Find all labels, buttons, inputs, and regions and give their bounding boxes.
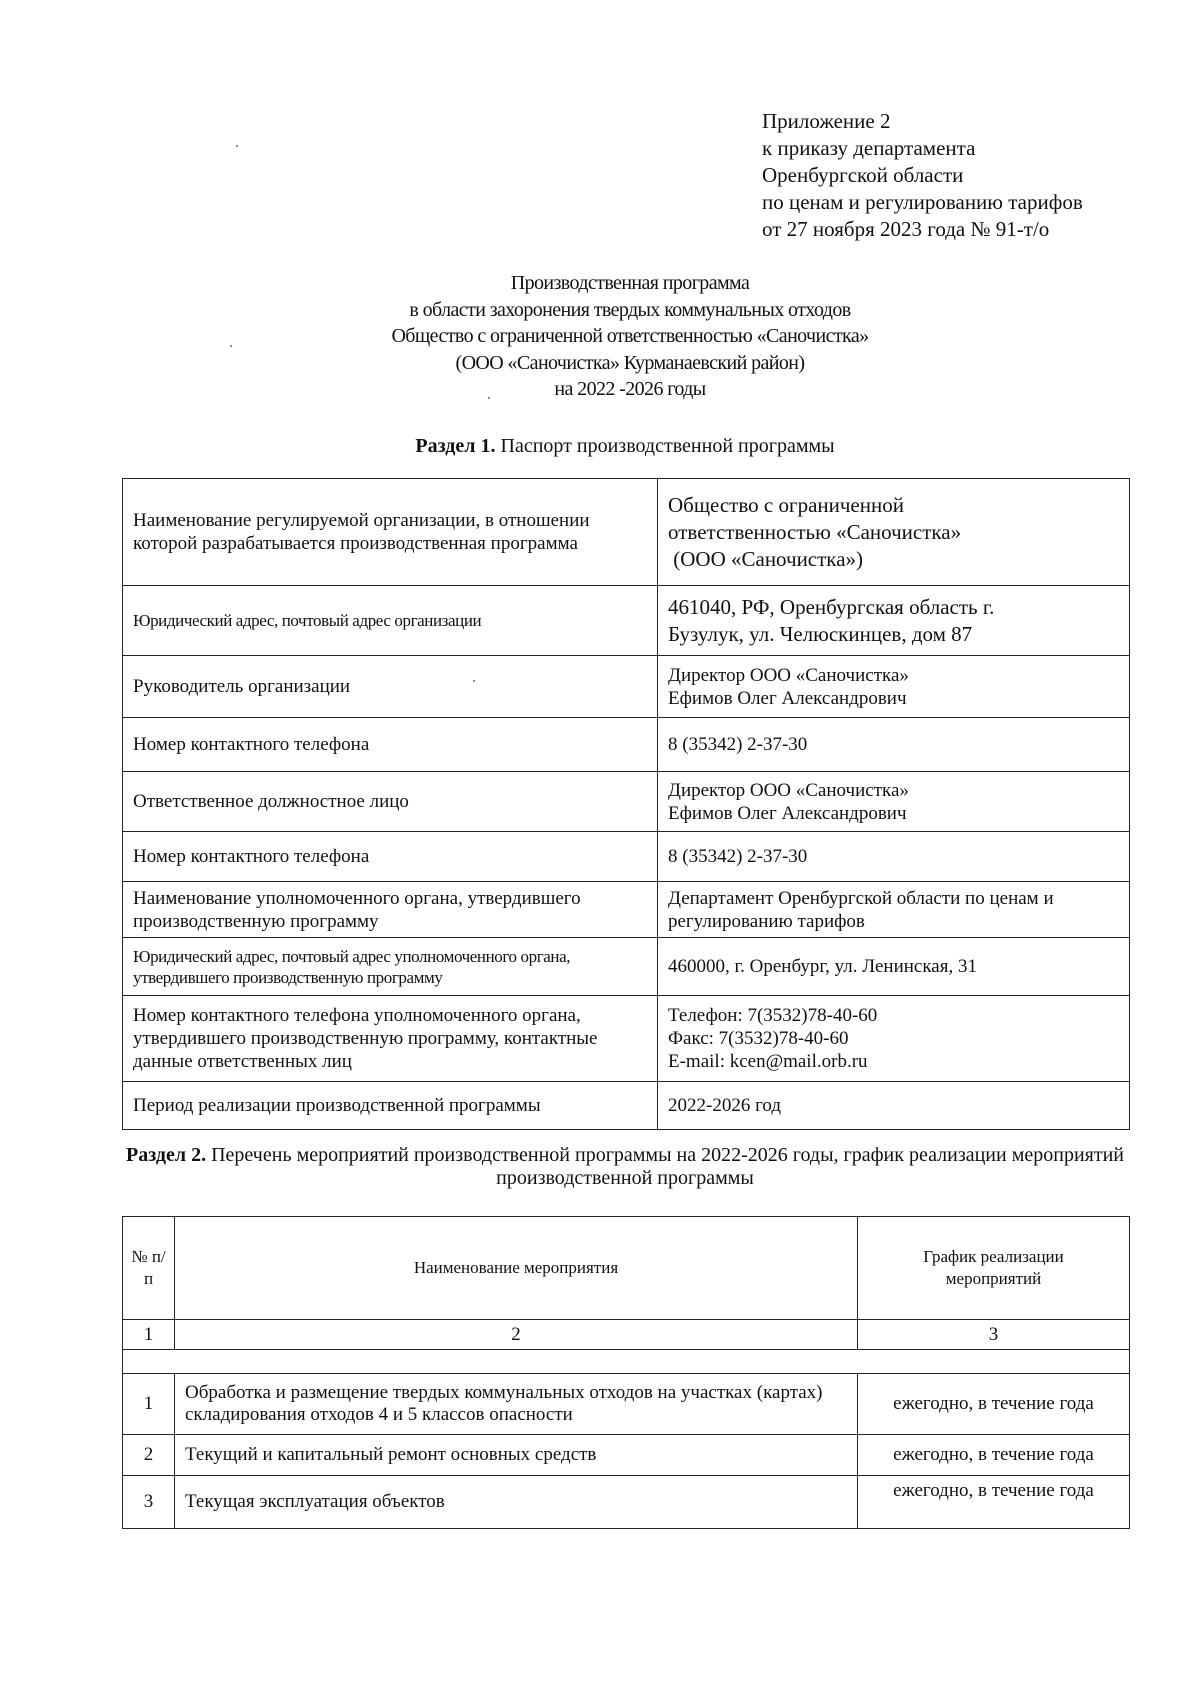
section1-heading — [120, 435, 1130, 458]
passport-field-value — [658, 586, 1130, 656]
events-table — [122, 1216, 1130, 1529]
value-line: Общество с ограниченной — [668, 492, 904, 517]
section2-title: Перечень мероприятий производственной программы на 2022-2026 годы, график реализации мероприятий производственной программы — [206, 1144, 1124, 1189]
header-num: № п/п — [123, 1217, 175, 1320]
passport-field-name: Номер контактного телефона — [123, 718, 658, 772]
annex-line: Приложение 2 — [762, 109, 891, 133]
annex-block — [762, 108, 1083, 243]
value-line: Факс: 7(3532)78-40-60 — [668, 1028, 849, 1049]
scan-speck — [236, 145, 238, 147]
field-name-text: Номер контактного телефона уполномоченного органа, утвердившего производственную программу, контактные данные ответственных лиц — [133, 1005, 598, 1072]
column-numbers-row — [123, 1320, 1130, 1350]
value-line: регулированию тарифов — [668, 910, 865, 932]
table-row — [123, 1374, 1130, 1435]
value-line: (ООО «Саночистка») — [668, 546, 864, 571]
passport-field-name: Наименование уполномоченного органа, утвердившего производственную программу — [123, 882, 658, 938]
header-name: Наименование мероприятия — [175, 1217, 858, 1320]
row-number: 2 — [123, 1435, 175, 1476]
passport-field-value — [658, 996, 1130, 1082]
scan-speck — [473, 680, 475, 682]
program-title — [0, 270, 1200, 403]
table-row — [123, 479, 1130, 586]
passport-field-name — [123, 996, 658, 1082]
program-title-line: в области захоронения твердых коммунальных отходов — [409, 298, 851, 321]
table-row — [123, 656, 1130, 718]
passport-field-value — [658, 656, 1130, 718]
spacer-row — [123, 1350, 1130, 1374]
value-line: 8 (35342) 2-37-30 — [668, 734, 808, 755]
annex-line: к приказу департамента — [762, 136, 976, 160]
section2-label: Раздел 2. — [126, 1144, 207, 1166]
value-line: E-mail: kcen@mail.orb.ru — [668, 1051, 868, 1072]
annex-line: от 27 ноября 2023 года № 91-т/о — [762, 217, 1050, 241]
event-name: Текущий и капитальный ремонт основных средств — [175, 1435, 858, 1476]
table-row — [123, 772, 1130, 832]
passport-field-name: Руководитель организации — [123, 656, 658, 718]
column-number: 2 — [175, 1320, 858, 1350]
event-schedule: ежегодно, в течение года — [858, 1476, 1130, 1529]
passport-field-value — [658, 832, 1130, 882]
value-line: ответственностью «Саночистка» — [668, 519, 962, 544]
program-title-line: Производственная программа — [510, 272, 750, 294]
passport-field-value — [658, 718, 1130, 772]
passport-field-name: Период реализации производственной программы — [123, 1082, 658, 1130]
table-row — [123, 832, 1130, 882]
value-line: Ефимов Олег Александрович — [668, 802, 907, 824]
table-row — [123, 718, 1130, 772]
table-row — [123, 882, 1130, 938]
event-schedule: ежегодно, в течение года — [858, 1435, 1130, 1476]
row-number: 3 — [123, 1476, 175, 1529]
section1-label: Раздел 1. — [415, 435, 496, 457]
scan-speck — [230, 345, 232, 347]
table-row — [123, 1082, 1130, 1130]
section2-heading — [120, 1144, 1130, 1190]
table-row — [123, 586, 1130, 656]
event-name: Текущая эксплуатация объектов — [175, 1476, 858, 1529]
value-line: 8 (35342) 2-37-30 — [668, 846, 808, 867]
annex-line: по ценам и регулированию тарифов — [762, 190, 1083, 214]
table-row — [123, 1476, 1130, 1529]
passport-field-value — [658, 938, 1130, 996]
value-line: 460000, г. Оренбург, ул. Ленинская, 31 — [668, 956, 977, 977]
scan-speck — [488, 397, 490, 399]
event-name: Обработка и размещение твердых коммунальных отходов на участках (картах) складирования отходов 4 и 5 классов опасности — [175, 1374, 858, 1435]
annex-line: Оренбургской области — [762, 163, 964, 187]
passport-field-name: Номер контактного телефона — [123, 832, 658, 882]
passport-field-value — [658, 1082, 1130, 1130]
column-number: 1 — [123, 1320, 175, 1350]
passport-field-name: Юридический адрес, почтовый адрес организации — [123, 586, 658, 656]
value-line: Департамент Оренбургской области по ценам и — [668, 887, 1054, 909]
passport-field-name: Ответственное должностное лицо — [123, 772, 658, 832]
value-line: 461040, РФ, Оренбургская область г. — [668, 594, 995, 619]
table-row — [123, 1435, 1130, 1476]
passport-field-value — [658, 772, 1130, 832]
passport-field-name: Наименование регулируемой организации, в отношении которой разрабатывается производственная программа — [123, 479, 658, 586]
value-line: Телефон: 7(3532)78-40-60 — [668, 1005, 878, 1026]
section1-title: Паспорт производственной программы — [495, 435, 835, 457]
table-header-row — [123, 1217, 1130, 1320]
column-number: 3 — [858, 1320, 1130, 1350]
program-title-line: на 2022 -2026 годы — [554, 378, 706, 400]
spacer-cell — [123, 1350, 1130, 1374]
row-number: 1 — [123, 1374, 175, 1435]
passport-table — [122, 478, 1130, 1130]
passport-field-name: Юридический адрес, почтовый адрес уполномоченного органа, утвердившего производственную программу — [123, 938, 658, 996]
program-title-line: Общество с ограниченной ответственностью «Саночистка» — [391, 325, 869, 347]
header-schedule: График реализации мероприятий — [858, 1217, 1130, 1320]
value-line: Директор ООО «Саночистка» — [668, 664, 909, 686]
event-schedule: ежегодно, в течение года — [858, 1374, 1130, 1435]
passport-field-value — [658, 882, 1130, 938]
value-line: Бузулук, ул. Челюскинцев, дом 87 — [668, 621, 973, 646]
value-line: Директор ООО «Саночистка» — [668, 779, 909, 801]
table-row — [123, 938, 1130, 996]
table-row — [123, 996, 1130, 1082]
value-line: 2022-2026 год — [668, 1095, 782, 1116]
passport-field-value — [658, 479, 1130, 586]
program-title-line: (ООО «Саночистка» Курманаевский район) — [455, 351, 805, 374]
value-line: Ефимов Олег Александрович — [668, 687, 907, 709]
